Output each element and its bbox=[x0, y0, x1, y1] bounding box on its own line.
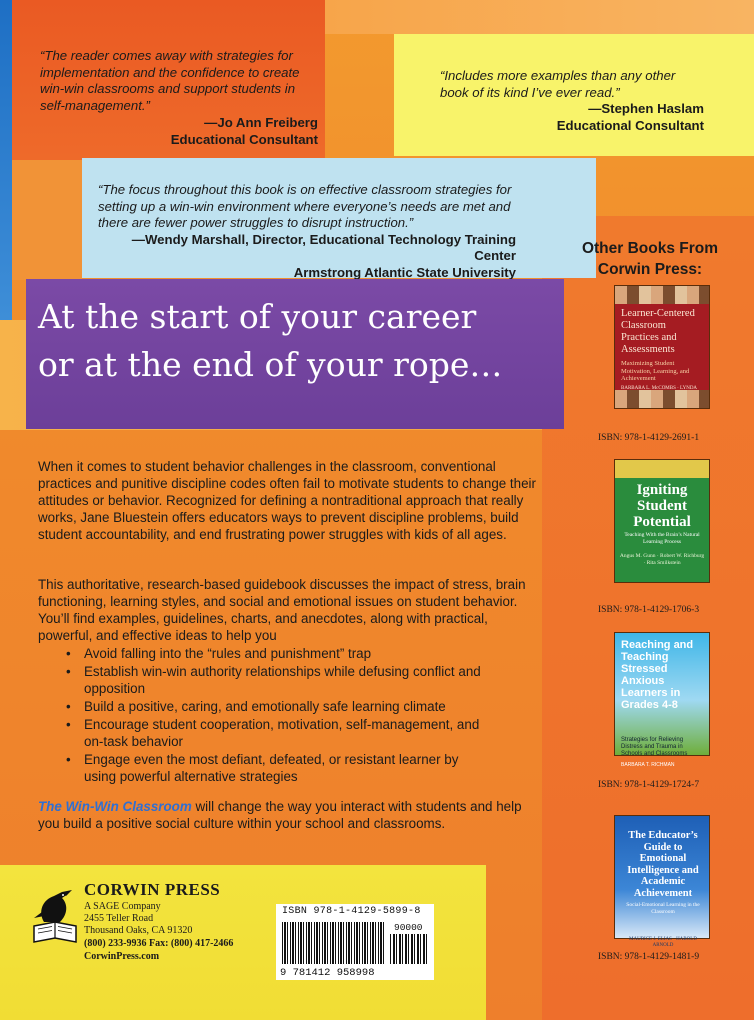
quote-freiberg bbox=[40, 48, 318, 148]
publisher-name: CORWIN PRESS bbox=[84, 880, 221, 899]
other-books-heading-line-1: Other Books From bbox=[581, 240, 719, 257]
quote-role: Educational Consultant bbox=[170, 131, 318, 147]
quote-role: Armstrong Atlantic State University bbox=[293, 264, 516, 280]
description-paragraph-1: When it comes to student behavior challenges in the classroom, conventional practices and punitive discipline codes often fail to motivate students to change their attitudes or behavior. Recognized for defining a nontraditional approach that really works, Jane Bluestein offers educators ways to prevent discipline problems, build student accountability, and end frustrating power struggles with kids of all ages. bbox=[38, 459, 536, 542]
isbn-barcode bbox=[276, 904, 434, 980]
cover-photo-strip bbox=[615, 286, 709, 304]
closing-paragraph bbox=[38, 798, 544, 832]
list-item: • Build a positive, caring, and emotionally safe learning climate bbox=[62, 698, 482, 715]
background-top-right bbox=[325, 0, 754, 34]
book-cover-subtitle: Strategies for Relieving Distress and Trauma in Schools and Classrooms bbox=[621, 737, 688, 757]
background-orange-band bbox=[12, 160, 82, 280]
list-item: • Engage even the most defiant, defeated, or resistant learner by using powerful alternative strategies bbox=[62, 751, 482, 785]
list-item: • Encourage student cooperation, motivation, self-management, and on-task behavior bbox=[62, 716, 482, 750]
book-cover-title: Learner-Centered Classroom Practices and Assessments bbox=[621, 308, 695, 355]
barcode-ean-text: 9 781412 958998 bbox=[280, 967, 375, 979]
quote-author: —Wendy Marshall, Director, Educational Technology Training Center bbox=[131, 231, 516, 263]
book-cover-title: Reaching and Teaching Stressed Anxious Learners in Grades 4-8 bbox=[621, 639, 694, 711]
publisher-company: A SAGE Company bbox=[84, 901, 161, 912]
list-item: • Avoid falling into the “rules and punishment” trap bbox=[62, 645, 482, 662]
publisher-phone: (800) 233-9936 Fax: (800) 417-2466 bbox=[84, 938, 234, 949]
book-isbn: ISBN: 978-1-4129-1706-3 bbox=[598, 605, 700, 615]
book-cover-learner-centered[interactable] bbox=[614, 285, 710, 409]
quote-marshall bbox=[98, 182, 516, 281]
publisher-address-1: 2455 Teller Road bbox=[84, 913, 154, 924]
barcode-addon-bars bbox=[390, 934, 428, 964]
book-isbn: ISBN: 978-1-4129-1724-7 bbox=[598, 780, 700, 790]
book-cover-authors: BARBARA L. McCOMBS · LYNDA bbox=[621, 385, 697, 391]
other-books-heading-line-2: Corwin Press: bbox=[597, 261, 703, 278]
headline-text bbox=[38, 293, 558, 389]
book-cover-igniting-potential[interactable] bbox=[614, 459, 710, 583]
closing-text: will change the way you interact with students and help you build a positive social culture within your school and classrooms. bbox=[38, 799, 522, 831]
quote-text: “The reader comes away with strategies for implementation and the confidence to create win-win classrooms and support students in self-management.” bbox=[40, 48, 300, 113]
book-title: The Win-Win Classroom bbox=[38, 799, 192, 814]
book-cover-subtitle: Maximizing Student Motivation, Learning, and Achievement bbox=[621, 360, 690, 382]
publisher-website: CorwinPress.com bbox=[84, 951, 160, 962]
book-cover-stressed-anxious-learners[interactable] bbox=[614, 632, 710, 768]
barcode-addon-text: 90000 bbox=[394, 922, 423, 933]
cover-photo-strip bbox=[615, 390, 709, 408]
headline-line-1: At the start of your career bbox=[38, 297, 477, 336]
book-isbn: ISBN: 978-1-4129-1481-9 bbox=[598, 952, 700, 962]
cover-color-strip bbox=[615, 460, 709, 478]
headline-line-2: or at the end of your rope… bbox=[38, 345, 503, 384]
quote-role: Educational Consultant bbox=[556, 117, 704, 133]
book-cover-authors: BARBARA T. RICHMAN bbox=[621, 762, 675, 768]
quote-author: —Stephen Haslam bbox=[588, 101, 704, 116]
background-left-stripe bbox=[0, 0, 12, 330]
description-paragraph-2: This authoritative, research-based guidebook discusses the impact of stress, brain functioning, learning styles, and social and emotional issues on student behavior. You’ll find examples, guidelines, charts, and anecdotes, along with practical, powerful, and effective ideas to help you bbox=[38, 577, 526, 643]
book-cover-title: Igniting Student Potential bbox=[633, 482, 691, 530]
quote-text: “The focus throughout this book is on effective classroom strategies for setting up a win-win environment where everyone’s needs are met and there are fewer power struggles to disrupt instruction.” bbox=[98, 182, 512, 230]
list-item: • Establish win-win authority relationships while defusing conflict and opposition bbox=[62, 663, 482, 697]
publisher-address-2: Thousand Oaks, CA 91320 bbox=[84, 925, 193, 936]
quote-author: —Jo Ann Freiberg bbox=[204, 115, 318, 130]
book-isbn: ISBN: 978-1-4129-2691-1 bbox=[598, 433, 700, 443]
quote-haslam bbox=[440, 68, 704, 134]
benefit-list bbox=[62, 645, 482, 786]
book-cover-title: The Educator’s Guide to Emotional Intelligence and Academic Achievement bbox=[627, 830, 699, 899]
other-books-heading bbox=[560, 238, 740, 280]
barcode-bars bbox=[282, 922, 386, 964]
book-cover-authors: Angus M. Gunn · Robert W. Richburg · Rita Smilkstein bbox=[619, 553, 705, 566]
book-cover-subtitle: Social-Emotional Learning in the Classroom bbox=[626, 902, 700, 915]
book-cover-emotional-intelligence[interactable] bbox=[614, 815, 710, 948]
barcode-isbn-text: ISBN 978-1-4129-5899-8 bbox=[282, 906, 421, 917]
quote-text: “Includes more examples than any other book of its kind I’ve ever read.” bbox=[440, 68, 676, 100]
book-cover-subtitle: Teaching With the Brain’s Natural Learning Process bbox=[624, 532, 700, 545]
crow-on-book-icon bbox=[28, 882, 82, 944]
book-cover-authors: MAURICE J. ELIAS · HAROLD ARNOLD bbox=[629, 937, 697, 948]
